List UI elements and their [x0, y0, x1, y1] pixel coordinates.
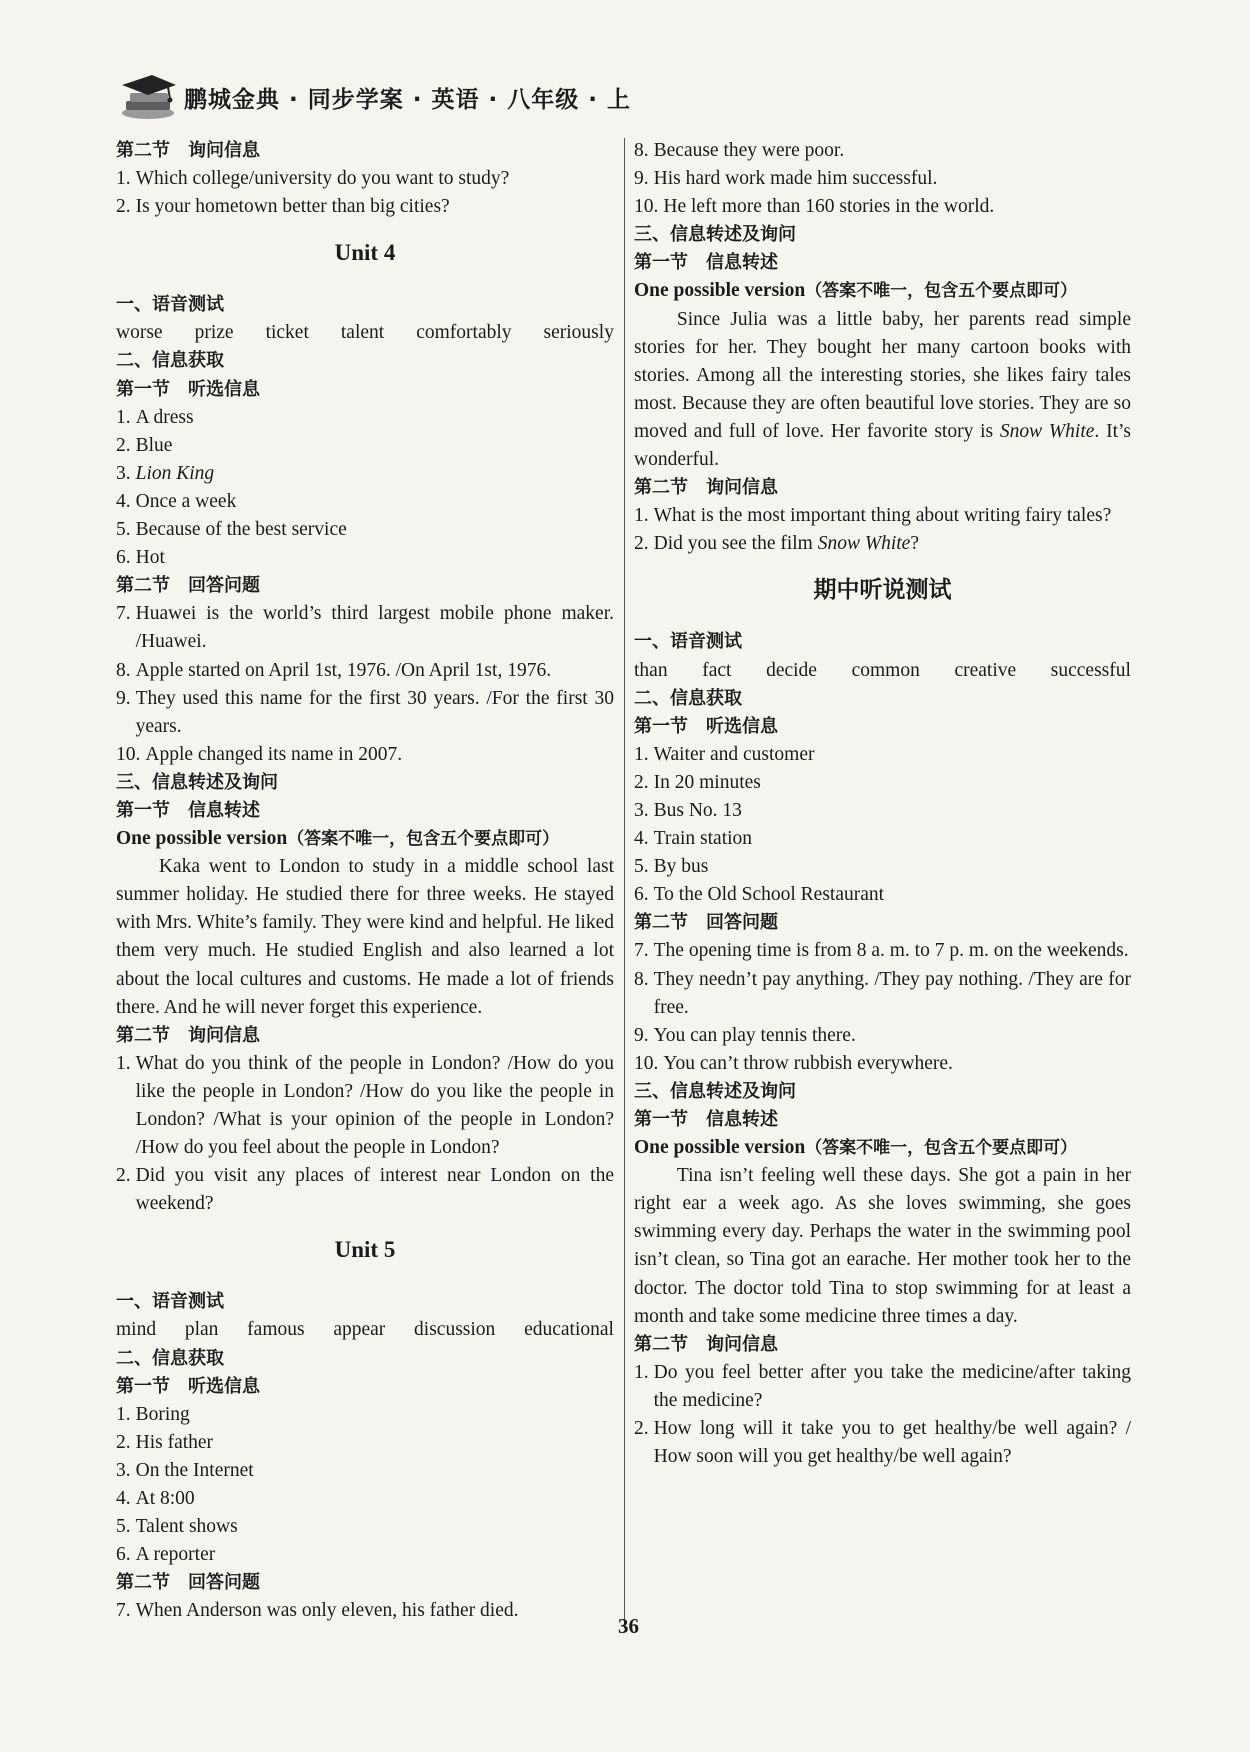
word: plan — [184, 1319, 219, 1341]
item-text: What is the most important thing about writing fairy tales? — [653, 505, 1112, 527]
item-number: 4. — [116, 1488, 131, 1510]
answer-item — [634, 853, 1131, 881]
version-label: One possible version — [634, 1137, 806, 1159]
word: successful — [1050, 659, 1131, 681]
header-title: 鹏城金典 · 同步学案 · 英语 · 八年级 · 上 — [184, 86, 632, 113]
item-text: You can play tennis there. — [653, 1024, 856, 1046]
section-heading: 三、信息转述及询问 — [634, 224, 796, 246]
item-number: 3. — [634, 799, 649, 821]
item-number: 9. — [634, 168, 649, 190]
section-heading: 三、信息转述及询问 — [634, 1080, 796, 1102]
item-text: He left more than 160 stories in the world. — [663, 196, 995, 218]
item-number: 2. — [634, 1418, 649, 1440]
word: talent — [340, 322, 385, 344]
item-text: A reporter — [135, 1544, 216, 1566]
answer-item — [116, 544, 614, 572]
page-number: 36 — [618, 1614, 639, 1638]
answer-item — [634, 937, 1131, 965]
word: appear — [333, 1319, 386, 1341]
item-number: 2. — [116, 434, 131, 456]
model-paragraph: Kaka went to London to study in a middle school last summer holiday. He studied there for three weeks. He stayed with Mrs. White’s family. They were kind and helpful. He liked them very much. He studied English and also learned a lot about the local cultures and customs. He made a lot of friends there. And he will never forget this experience. — [116, 856, 614, 1018]
version-label: One possible version — [116, 828, 288, 850]
item-text: When Anderson was only eleven, his father died. — [135, 1600, 519, 1622]
item-number: 8. — [634, 968, 649, 990]
item-text: At 8:00 — [135, 1488, 195, 1510]
word: creative — [954, 659, 1017, 681]
section-heading: 第二节 询问信息 — [634, 477, 778, 499]
item-text: Bus No. 13 — [653, 799, 742, 821]
item-text: They needn’t pay anything. /They pay nothing. /They are for free. — [653, 968, 1131, 1018]
item-number: 2. — [116, 196, 131, 218]
section-heading: 第二节 询问信息 — [116, 1024, 260, 1046]
item-number: 1. — [634, 505, 649, 527]
section-heading: 第一节 听选信息 — [116, 378, 260, 400]
word: decide — [766, 659, 817, 681]
word: ticket — [265, 322, 309, 344]
item-number: 10. — [116, 743, 141, 765]
answer-item — [116, 685, 614, 741]
item-text: His father — [135, 1431, 214, 1453]
item-text: The opening time is from 8 a. m. to 7 p. m. on the weekends. — [653, 940, 1129, 962]
item-text: On the Internet — [135, 1459, 254, 1481]
item-number: 6. — [116, 547, 131, 569]
word: comfortably — [416, 322, 512, 344]
word: common — [851, 659, 920, 681]
item-text: Talent shows — [135, 1516, 238, 1538]
word-list — [116, 319, 614, 347]
answer-item — [634, 1022, 1131, 1050]
answer-item — [116, 488, 614, 516]
answer-item — [634, 769, 1131, 797]
section-heading: 第一节 听选信息 — [116, 1375, 260, 1397]
answer-item — [116, 1513, 614, 1541]
item-text: Hot — [135, 547, 165, 569]
page-header — [118, 72, 631, 122]
item-text: By bus — [653, 856, 709, 878]
item-text: Lion King — [135, 462, 215, 484]
section-heading: 第一节 信息转述 — [116, 799, 260, 821]
item-text: Did you see the film Snow White? — [653, 533, 919, 555]
section-heading: 第一节 听选信息 — [634, 715, 778, 737]
item-number: 9. — [116, 687, 131, 709]
column-divider — [624, 138, 625, 1628]
item-number: 6. — [634, 884, 649, 906]
answer-item — [634, 1415, 1131, 1471]
section-heading: 一、语音测试 — [634, 631, 742, 653]
item-text: In 20 minutes — [653, 771, 761, 793]
graduation-cap-books-icon — [118, 73, 178, 121]
item-text: Is your hometown better than big cities? — [135, 196, 450, 218]
item-text: Waiter and customer — [653, 743, 815, 765]
item-number: 7. — [634, 940, 649, 962]
answer-item — [116, 1162, 614, 1218]
section-heading: 第一节 信息转述 — [634, 252, 778, 274]
answer-item — [116, 741, 614, 769]
item-number: 5. — [116, 1516, 131, 1538]
answer-item — [634, 165, 1131, 193]
item-text: Because they were poor. — [653, 140, 845, 161]
item-text: Boring — [135, 1403, 190, 1425]
answer-item — [634, 193, 1131, 221]
answer-item — [634, 530, 1131, 558]
answer-item — [634, 1050, 1131, 1078]
version-note — [634, 1134, 1131, 1162]
item-number: 1. — [634, 1361, 649, 1383]
word-list — [116, 1316, 614, 1344]
section-heading: 第二节 回答问题 — [116, 1572, 260, 1594]
item-number: 2. — [634, 533, 649, 555]
version-note — [634, 277, 1131, 305]
item-text: You can’t throw rubbish everywhere. — [663, 1052, 953, 1074]
answer-item — [116, 516, 614, 544]
item-text: What do you think of the people in London? /How do you like the people in London? /How do you like the people in London? /What is your opinion of the people in London? /How do you feel about the people in London? — [135, 1052, 614, 1159]
item-text: Train station — [653, 828, 753, 850]
section-heading: 二、信息获取 — [634, 687, 742, 709]
item-number: 2. — [116, 1431, 131, 1453]
item-number: 1. — [116, 406, 131, 428]
item-number: 1. — [634, 743, 649, 765]
item-number: 6. — [116, 1544, 131, 1566]
answer-item — [116, 1485, 614, 1513]
item-text: Did you visit any places of interest near London on the weekend? — [135, 1165, 614, 1215]
answer-item — [634, 502, 1131, 530]
item-text: They used this name for the first 30 years. /For the first 30 years. — [135, 687, 614, 737]
section-heading: 一、语音测试 — [116, 1291, 224, 1313]
item-text: Apple changed its name in 2007. — [145, 743, 403, 765]
answer-item — [116, 1457, 614, 1485]
model-paragraph: Tina isn’t feeling well these days. She got a pain in her right ear a week ago. As she loves swimming, she goes swimming every day. Perhaps the water in the swimming pool isn’t clean, so Tina got an earache. Her mother took her to the doctor. The doctor told Tina to stop swimming for at least a month and take some medicine three times a day. — [634, 1165, 1131, 1327]
item-number: 10. — [634, 196, 659, 218]
item-number: 2. — [116, 1165, 131, 1187]
section-heading: 二、信息获取 — [116, 1347, 224, 1369]
section-heading: 第二节 回答问题 — [634, 912, 778, 934]
word: educational — [524, 1319, 614, 1341]
item-number: 7. — [116, 1600, 131, 1622]
item-number: 3. — [116, 462, 131, 484]
item-text: A dress — [135, 406, 194, 428]
answer-item — [116, 600, 614, 656]
answer-item — [116, 1401, 614, 1429]
word: than — [634, 659, 668, 681]
item-text: How long will it take you to get healthy/be well again? / How soon will you get healthy/be well again? — [653, 1418, 1131, 1468]
word: famous — [247, 1319, 305, 1341]
version-remark: （答案不唯一，包含五个要点即可） — [287, 829, 560, 850]
item-text: Huawei is the world’s third largest mobile phone maker. /Huawei. — [135, 603, 614, 653]
item-number: 5. — [634, 856, 649, 878]
word: discussion — [414, 1319, 496, 1341]
answer-item — [116, 193, 614, 221]
word-list — [634, 657, 1131, 685]
answer-item — [116, 657, 614, 685]
section-heading: 二、信息获取 — [116, 350, 224, 372]
item-number: 7. — [116, 603, 131, 625]
answer-item — [634, 881, 1131, 909]
item-text: Because of the best service — [135, 519, 347, 541]
answer-item — [116, 1541, 614, 1569]
italic-title: Snow White — [999, 420, 1095, 442]
answer-item — [116, 1429, 614, 1457]
answer-item — [634, 966, 1131, 1022]
version-remark: （答案不唯一，包含五个要点即可） — [805, 281, 1078, 302]
item-number: 1. — [116, 1403, 131, 1425]
answer-item — [634, 1359, 1131, 1415]
section-heading: 第一节 信息转述 — [634, 1109, 778, 1130]
word: fact — [702, 659, 732, 681]
left-column — [116, 137, 614, 1626]
word: prize — [194, 322, 234, 344]
answer-item — [116, 165, 614, 193]
section-heading: 一、语音测试 — [116, 294, 224, 316]
section-heading: 第二节 回答问题 — [116, 575, 260, 597]
section-heading: 三、信息转述及询问 — [116, 771, 278, 793]
item-text: Blue — [135, 434, 173, 456]
item-number: 1. — [116, 1052, 131, 1074]
item-number: 8. — [634, 140, 649, 161]
item-number: 2. — [634, 771, 649, 793]
item-text: To the Old School Restaurant — [653, 884, 885, 906]
unit-title: 期中听说测试 — [813, 577, 952, 603]
item-text: Apple started on April 1st, 1976. /On April 1st, 1976. — [135, 659, 552, 681]
word: seriously — [543, 322, 614, 344]
item-number: 4. — [116, 490, 131, 512]
unit-title: Unit 4 — [334, 240, 396, 266]
item-number: 1. — [116, 168, 131, 190]
word: mind — [116, 1319, 157, 1341]
right-column — [634, 137, 1131, 1471]
answer-item — [116, 404, 614, 432]
answer-item — [634, 797, 1131, 825]
model-paragraph: Since Julia was a little baby, her parents read simple stories for her. They bought her many cartoon books with stories. Among all the interesting stories, she likes fairy tales most. Because they are often beautiful love stories. They are so moved and full of love. Her favorite story is Snow White. It’s wonderful. — [634, 308, 1131, 471]
item-text: His hard work made him successful. — [653, 168, 938, 190]
item-number: 3. — [116, 1459, 131, 1481]
item-number: 8. — [116, 659, 131, 681]
item-number: 4. — [634, 828, 649, 850]
item-text: Which college/university do you want to study? — [135, 168, 510, 190]
item-number: 9. — [634, 1024, 649, 1046]
answer-item — [116, 432, 614, 460]
answer-item — [634, 137, 1131, 165]
item-number: 10. — [634, 1052, 659, 1074]
answer-item — [116, 1597, 614, 1625]
word: worse — [116, 322, 163, 344]
item-text: Do you feel better after you take the medicine/after taking the medicine? — [653, 1361, 1131, 1411]
section-heading: 第二节 询问信息 — [116, 140, 260, 161]
version-remark: （答案不唯一，包含五个要点即可） — [805, 1138, 1078, 1159]
answer-item — [116, 460, 614, 488]
item-text: Once a week — [135, 490, 237, 512]
answer-item — [116, 1050, 614, 1162]
section-heading: 第二节 询问信息 — [634, 1333, 778, 1355]
answer-item — [634, 741, 1131, 769]
version-label: One possible version — [634, 280, 806, 302]
italic-title: Snow White — [817, 533, 911, 555]
version-note — [116, 825, 614, 853]
answer-item — [634, 825, 1131, 853]
item-number: 5. — [116, 519, 131, 541]
unit-title: Unit 5 — [334, 1237, 396, 1263]
